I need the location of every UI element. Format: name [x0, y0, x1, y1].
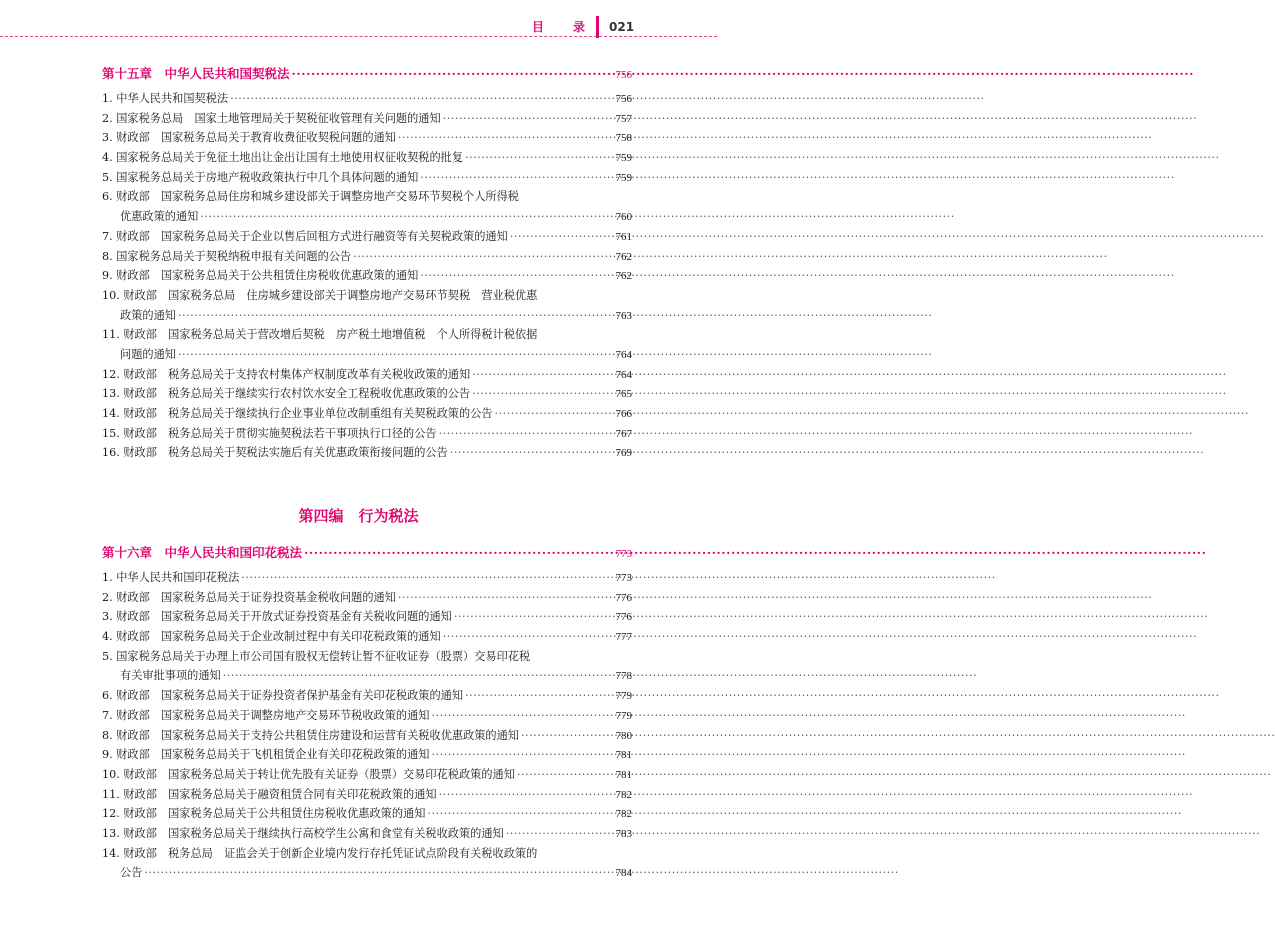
toc-page-number: 762 — [615, 270, 632, 283]
header-title-char1: 目 — [532, 20, 545, 34]
toc-page-number: 783 — [615, 827, 632, 840]
leader-dots — [351, 247, 615, 267]
toc-page-number: 759 — [615, 171, 632, 184]
toc-entry-text: 6. 财政部 国家税务总局关于证券投资者保护基金有关印花税政策的通知 — [102, 689, 464, 703]
toc-page-number: 782 — [615, 788, 632, 801]
toc-entry[interactable] — [102, 128, 632, 148]
toc-entry[interactable] — [102, 765, 632, 785]
header-rule — [0, 36, 717, 37]
leader-dots — [396, 128, 616, 148]
toc-page-number: 764 — [615, 348, 632, 361]
toc-page-number: 757 — [615, 112, 632, 125]
toc-entry-text: 14. 财政部 税务总局关于继续执行企业事业单位改制重组有关契税政策的公告 — [102, 407, 493, 420]
toc-entry[interactable] — [102, 109, 632, 129]
leader-dots — [396, 588, 616, 608]
toc-entry[interactable] — [102, 227, 632, 247]
leader-dots — [176, 345, 616, 365]
toc-entry[interactable] — [102, 627, 632, 647]
leader-dots — [429, 745, 615, 765]
header-separator — [596, 16, 599, 38]
leader-dots — [441, 627, 616, 647]
toc-entry-text: 9. 财政部 国家税务总局关于公共租赁住房税收优惠政策的通知 — [102, 269, 419, 283]
toc-page-number: 779 — [615, 709, 632, 722]
part-4-heading: 第四编 行为税法 — [298, 507, 419, 525]
toc-entry-text: 有关审批事项的通知 — [120, 669, 221, 683]
leader-dots — [470, 384, 615, 404]
toc-entry-continuation[interactable] — [102, 306, 632, 326]
toc-entry[interactable] — [102, 247, 632, 267]
toc-entry-text: 第十五章 中华人民共和国契税法 — [102, 66, 290, 81]
toc-entry-text: 公告 — [120, 866, 143, 880]
leader-dots — [302, 542, 615, 564]
toc-entry-continuation[interactable] — [102, 207, 632, 227]
toc-entry-text: 4. 国家税务总局关于免征土地出让金出让国有土地使用权征收契税的批复 — [102, 151, 464, 165]
toc-entry-text: 12. 财政部 税务总局关于支持农村集体产权制度改革有关税收政策的通知 — [102, 367, 471, 381]
toc-page-number: 756 — [615, 69, 632, 81]
toc-entry-text: 8. 国家税务总局关于契税纳税申报有关问题的公告 — [102, 249, 352, 263]
toc-entry[interactable] — [102, 424, 632, 444]
toc-entry[interactable] — [102, 168, 632, 188]
leader-dots — [441, 109, 616, 129]
toc-entry-text: 3. 财政部 国家税务总局关于开放式证券投资基金有关税收问题的通知 — [102, 610, 452, 624]
leader-dots — [290, 63, 616, 85]
toc-entry-text: 1. 中华人民共和国契税法 — [102, 92, 229, 105]
running-header — [0, 0, 717, 40]
leader-dots — [515, 765, 616, 785]
toc-page-number: 769 — [615, 447, 632, 460]
toc-entry[interactable] — [102, 745, 632, 765]
toc-page-number: 784 — [615, 867, 632, 880]
toc-entry[interactable] — [102, 568, 632, 588]
toc-entry-text: 14. 财政部 税务总局 证监会关于创新企业境内发行存托凭证试点阶段有关税收政策的 — [102, 846, 538, 860]
toc-page-number: 781 — [615, 768, 632, 781]
leader-dots — [463, 686, 615, 706]
toc-entry[interactable] — [102, 785, 632, 805]
leader-dots — [493, 404, 616, 424]
toc-page-number: 763 — [615, 309, 632, 322]
leader-dots — [448, 443, 616, 463]
leader-dots — [452, 607, 616, 627]
chapter-title[interactable] — [102, 63, 632, 85]
toc-page-number: 761 — [615, 230, 632, 243]
toc-entry[interactable] — [102, 443, 632, 463]
toc-page-number: 759 — [615, 152, 632, 165]
toc-page-number: 781 — [615, 749, 632, 762]
toc-entry-text: 8. 财政部 国家税务总局关于支持公共租赁住房建设和运营有关税收优惠政策的通知 — [102, 728, 519, 742]
toc-entry-text: 第十六章 中华人民共和国印花税法 — [102, 545, 303, 560]
toc-page-number: 767 — [615, 427, 632, 440]
toc-page-number: 758 — [615, 132, 632, 145]
toc-page-number: 778 — [615, 670, 632, 683]
toc-entry-text: 优惠政策的通知 — [120, 210, 199, 224]
leader-dots — [508, 227, 616, 247]
leader-dots — [519, 726, 616, 746]
leader-dots — [429, 706, 615, 726]
toc-page-number: 756 — [615, 93, 632, 105]
toc-page-number: 779 — [615, 690, 632, 703]
toc-page-number: 773 — [615, 548, 632, 560]
toc-entry-text: 7. 财政部 国家税务总局关于企业以售后回租方式进行融资等有关契税政策的通知 — [102, 229, 508, 243]
toc-entry[interactable] — [102, 148, 632, 168]
toc-entry-text: 12. 财政部 国家税务总局关于公共租赁住房税收优惠政策的通知 — [102, 807, 426, 821]
toc-entry-continuation[interactable] — [102, 863, 632, 883]
leader-dots — [504, 824, 616, 844]
toc-entry-text: 5. 国家税务总局关于办理上市公司国有股权无偿转让暂不征收证券（股票）交易印花税 — [102, 649, 531, 663]
chapter-16-section — [102, 542, 632, 883]
leader-dots — [176, 306, 616, 326]
toc-entry[interactable] — [102, 89, 632, 109]
header-title-char2: 录 — [573, 20, 586, 34]
leader-dots — [437, 424, 616, 444]
toc-page-number: 764 — [615, 368, 632, 381]
leader-dots — [221, 666, 616, 686]
toc-entry-text: 15. 财政部 税务总局关于贯彻实施契税法若干事项执行口径的公告 — [102, 426, 437, 440]
leader-dots — [418, 266, 615, 286]
toc-entry-text: 2. 国家税务总局 国家土地管理局关于契税征收管理有关问题的通知 — [102, 111, 441, 125]
toc-entry-text: 10. 财政部 国家税务总局 住房城乡建设部关于调整房地产交易环节契税 营业税优惠 — [102, 288, 538, 302]
toc-entry[interactable] — [102, 187, 632, 207]
leader-dots — [142, 863, 615, 883]
toc-entry[interactable] — [102, 365, 632, 385]
leader-dots — [418, 168, 615, 188]
toc-page-number: 766 — [615, 408, 632, 420]
toc-entry-continuation[interactable] — [102, 666, 632, 686]
leader-dots — [463, 148, 615, 168]
toc-entry[interactable] — [102, 588, 632, 608]
toc-page-number: 777 — [615, 631, 632, 644]
toc-page-number: 780 — [615, 729, 632, 742]
toc-entry-text: 3. 财政部 国家税务总局关于教育收费征收契税问题的通知 — [102, 131, 396, 145]
toc-entry-text: 政策的通知 — [120, 308, 176, 322]
chapter-title[interactable] — [102, 542, 632, 564]
toc-entry-text: 问题的通知 — [120, 347, 176, 361]
toc-entry-text: 13. 财政部 国家税务总局关于继续执行高校学生公寓和食堂有关税收政策的通知 — [102, 826, 504, 840]
leader-dots — [228, 89, 615, 109]
toc-entry[interactable] — [102, 607, 632, 627]
leader-dots — [198, 207, 615, 227]
toc-page-number: 773 — [615, 572, 632, 584]
toc-entry[interactable] — [102, 844, 632, 864]
toc-entry[interactable] — [102, 686, 632, 706]
leader-dots — [425, 804, 615, 824]
toc-entry-text: 11. 财政部 国家税务总局关于融资租赁合同有关印花税政策的通知 — [102, 787, 437, 801]
toc-page-number: 765 — [615, 388, 632, 401]
header-page-number: 021 — [609, 20, 635, 34]
toc-entry-text: 9. 财政部 国家税务总局关于飞机租赁企业有关印花税政策的通知 — [102, 748, 430, 762]
toc-entry-text: 5. 国家税务总局关于房地产税收政策执行中几个具体问题的通知 — [102, 170, 419, 184]
toc-page-number: 782 — [615, 808, 632, 821]
toc-entry[interactable] — [102, 647, 632, 667]
leader-dots — [470, 365, 615, 385]
toc-page-number: 762 — [615, 250, 632, 263]
leader-dots — [239, 568, 615, 588]
leader-dots — [437, 785, 616, 805]
toc-entry[interactable] — [102, 325, 632, 345]
toc-entry[interactable] — [102, 384, 632, 404]
toc-page-number: 760 — [615, 211, 632, 224]
toc-entry-text: 2. 财政部 国家税务总局关于证券投资基金税收问题的通知 — [102, 590, 396, 604]
toc-entry-text: 1. 中华人民共和国印花税法 — [102, 571, 240, 584]
toc-entry[interactable] — [102, 726, 632, 746]
toc-entry[interactable] — [102, 266, 632, 286]
toc-entry[interactable] — [102, 404, 632, 424]
toc-page-number: 776 — [615, 591, 632, 604]
toc-entry-text: 6. 财政部 国家税务总局住房和城乡建设部关于调整房地产交易环节契税个人所得税 — [102, 190, 519, 204]
toc-entry[interactable] — [102, 286, 632, 306]
toc-entry[interactable] — [102, 804, 632, 824]
toc-entry[interactable] — [102, 824, 632, 844]
toc-entry-text: 7. 财政部 国家税务总局关于调整房地产交易环节税收政策的通知 — [102, 708, 430, 722]
toc-entry-text: 4. 财政部 国家税务总局关于企业改制过程中有关印花税政策的通知 — [102, 630, 441, 644]
toc-entry-text: 13. 财政部 税务总局关于继续实行农村饮水安全工程税收优惠政策的公告 — [102, 387, 471, 401]
toc-entry[interactable] — [102, 706, 632, 726]
toc-page-number: 776 — [615, 611, 632, 624]
toc-entry-text: 16. 财政部 税务总局关于契税法实施后有关优惠政策衔接问题的公告 — [102, 446, 448, 460]
toc-entry-continuation[interactable] — [102, 345, 632, 365]
toc-entry-text: 10. 财政部 国家税务总局关于转让优先股有关证券（股票）交易印花税政策的通知 — [102, 767, 515, 781]
toc-entry-text: 11. 财政部 国家税务总局关于营改增后契税 房产税土地增值税 个人所得税计税依据 — [102, 328, 538, 342]
chapter-15-section — [102, 63, 632, 463]
